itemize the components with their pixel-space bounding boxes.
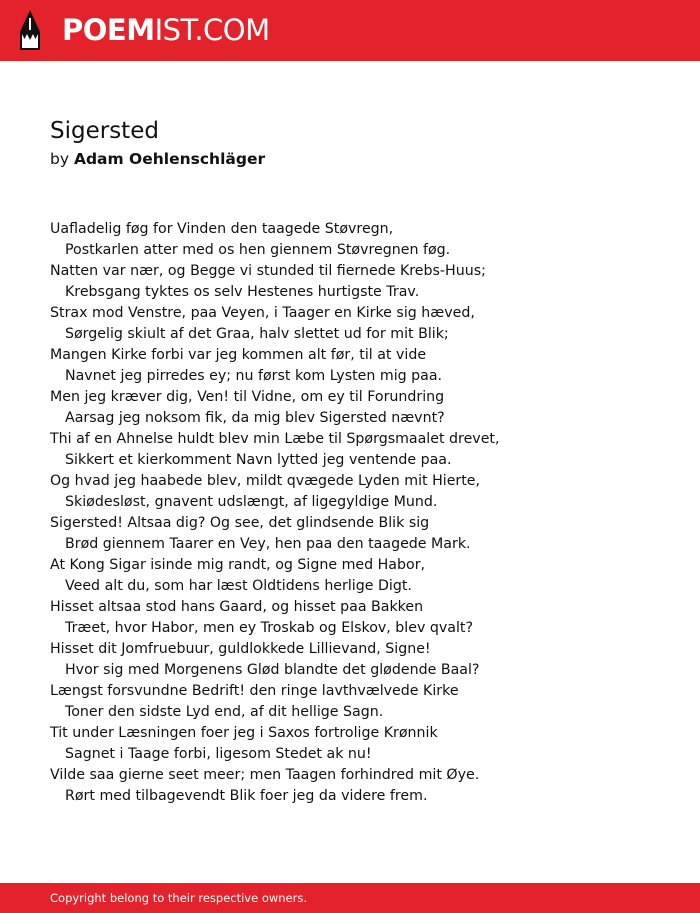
site-header <box>0 0 700 61</box>
poem-line: Navnet jeg pirredes ey; nu først kom Lysten mig paa. <box>65 368 443 384</box>
author-name: Adam Oehlenschläger <box>73 150 266 168</box>
poem-line: Hisset dit Jomfruebuur, guldlokkede Lillievand, Signe! <box>50 641 431 657</box>
poem-line: Længst forsvundne Bedrift! den ringe lavthvælvede Kirke <box>50 683 459 699</box>
poem-line: Postkarlen atter med os hen giennem Støvregnen føg. <box>65 242 451 258</box>
poem-line: Sigersted! Altsaa dig? Og see, det glindsende Blik sig <box>50 515 430 531</box>
poem-line: Hisset altsaa stod hans Gaard, og hisset paa Bakken <box>50 599 424 615</box>
poem-title: Sigersted <box>50 118 159 144</box>
by-label: by <box>50 150 70 168</box>
poem-line: Uafladelig føg for Vinden den taagede Støvregn, <box>50 221 394 237</box>
byline <box>50 149 265 169</box>
poem-line: Natten var nær, og Begge vi stunded til fiernede Krebs-Huus; <box>50 263 486 279</box>
poem-line: Og hvad jeg haabede blev, mildt qvægede Lyden mit Hierte, <box>50 473 481 489</box>
poem-line: At Kong Sigar isinde mig randt, og Signe med Habor, <box>50 557 426 573</box>
site-logo[interactable] <box>62 13 270 47</box>
poem-body <box>50 219 670 807</box>
poem-line: Veed alt du, som har læst Oldtidens herlige Digt. <box>65 578 412 594</box>
poem-line: Men jeg kræver dig, Ven! til Vidne, om ey til Forundring <box>50 389 445 405</box>
poem-line: Sørgelig skiult af det Graa, halv slettet ud for mit Blik; <box>65 326 449 342</box>
poem-line: Aarsag jeg noksom fik, da mig blev Sigersted nævnt? <box>65 410 445 426</box>
poem-line: Vilde saa gierne seet meer; men Taagen forhindred mit Øye. <box>50 767 480 783</box>
poem-line: Strax mod Venstre, paa Veyen, i Taager en Kirke sig hæved, <box>50 305 475 321</box>
logo-bold-text: POEM <box>62 13 155 47</box>
pen-nib-icon[interactable] <box>17 10 43 52</box>
poem-line: Tit under Læsningen foer jeg i Saxos fortrolige Krønnik <box>50 725 438 741</box>
logo-light-text: IST.COM <box>154 13 270 47</box>
site-footer <box>0 883 700 913</box>
poem-line: Mangen Kirke forbi var jeg kommen alt før, til at vide <box>50 347 427 363</box>
poem-line: Sikkert et kierkomment Navn lytted jeg ventende paa. <box>65 452 452 468</box>
copyright-text: Copyright belong to their respective owners. <box>50 891 308 905</box>
poem-line: Hvor sig med Morgenens Glød blandte det glødende Baal? <box>65 662 480 678</box>
poem-line: Træet, hvor Habor, men ey Troskab og Elskov, blev qvalt? <box>65 620 474 636</box>
poem-line: Sagnet i Taage forbi, ligesom Stedet ak nu! <box>65 746 372 762</box>
poem-line: Krebsgang tyktes os selv Hestenes hurtigste Trav. <box>65 284 420 300</box>
poem-line: Toner den sidste Lyd end, af dit hellige Sagn. <box>65 704 384 720</box>
poem-line: Brød giennem Taarer en Vey, hen paa den taagede Mark. <box>65 536 471 552</box>
poem-line: Skiødesløst, gnavent udslængt, af ligegyldige Mund. <box>65 494 438 510</box>
poem-line: Rørt med tilbagevendt Blik foer jeg da videre frem. <box>65 788 428 804</box>
poem-line: Thi af en Ahnelse huldt blev min Læbe til Spørgsmaalet drevet, <box>50 431 500 447</box>
